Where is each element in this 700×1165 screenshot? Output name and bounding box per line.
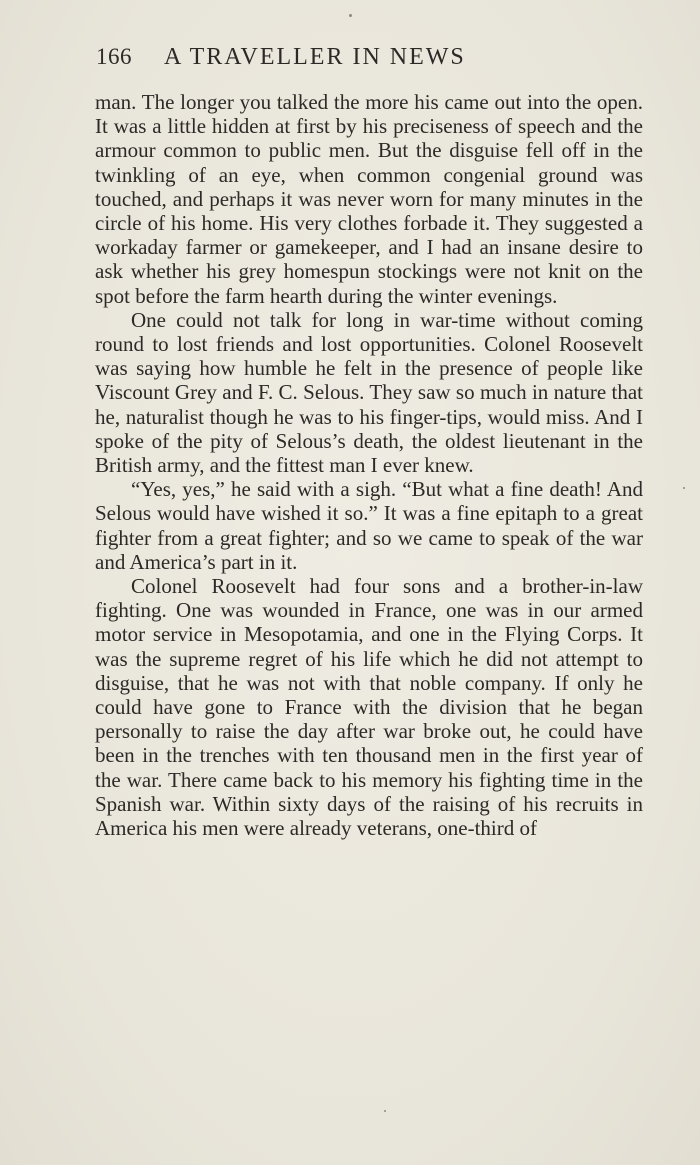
- paragraph-3: “Yes, yes,” he said with a sigh. “But what a fine death! And Selous would have wished it so.” It was a fine epitaph to a great fighter from a great fighter; and so we came to speak of the war and America’s part in it.: [95, 477, 643, 574]
- paper-speck: [683, 487, 685, 489]
- page-header: [96, 44, 546, 78]
- paragraph-1: man. The longer you talked the more his came out into the open. It was a little hidden at first by his preciseness of speech and the armour common to public men. But the disguise fell off in the twinkling of an eye, when common congenial ground was touched, and perhaps it was never worn for many minutes in the circle of his home. His very clothes forbade it. They suggested a workaday farmer or gamekeeper, and I had an insane desire to ask whether his grey homespun stockings were not knit on the spot before the farm hearth during the winter evenings.: [95, 90, 643, 308]
- paragraph-4: Colonel Roosevelt had four sons and a brother-in-law fighting. One was wounded in France, one was in our armed motor service in Mesopotamia, and one in the Flying Corps. It was the supreme regret of his life which he did not attempt to disguise, that he was not with that noble company. If only he could have gone to France with the division that he began personally to raise the day after war broke out, he could have been in the trenches with ten thousand men in the first year of the war. There came back to his memory his fighting time in the Spanish war. Within sixty days of the raising of his recruits in America his men were already veterans, one-third of: [95, 574, 643, 841]
- paragraph-2: One could not talk for long in war-time without coming round to lost friends and lost opportunities. Colonel Roosevelt was saying how humble he felt in the presence of people like Viscount Grey and F. C. Selous. They saw so much in nature that he, naturalist though he was to his finger-tips, would miss. And I spoke of the pity of Selous’s death, the oldest lieutenant in the British army, and the fittest man I ever knew.: [95, 307, 643, 478]
- paper-speck: [384, 1110, 386, 1112]
- page-number: 166: [96, 44, 132, 69]
- paper-speck: [349, 14, 352, 17]
- running-title: A TRAVELLER IN NEWS: [164, 44, 466, 70]
- body-text: [95, 90, 643, 840]
